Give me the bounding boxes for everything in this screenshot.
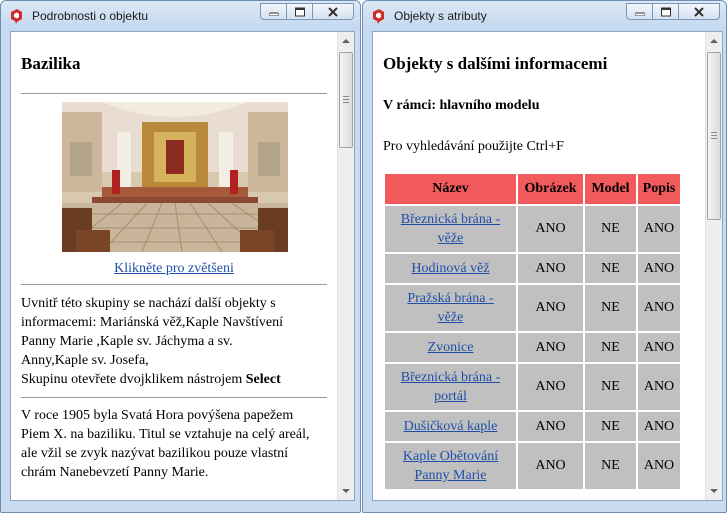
model-cell: NE bbox=[585, 364, 636, 410]
table-row bbox=[385, 364, 680, 410]
object-name-cell bbox=[385, 285, 516, 331]
object-name-cell bbox=[385, 333, 516, 362]
column-header-name[interactable]: Název bbox=[385, 174, 516, 204]
model-cell: NE bbox=[585, 206, 636, 252]
image-cell: ANO bbox=[518, 412, 583, 441]
select-tool-name: Select bbox=[245, 372, 281, 387]
column-header-model[interactable]: Model bbox=[585, 174, 636, 204]
window-controls bbox=[260, 3, 354, 21]
objects-table bbox=[383, 172, 682, 491]
minimize-button[interactable] bbox=[260, 3, 286, 20]
group-info-text bbox=[21, 294, 339, 389]
table-header-row bbox=[385, 174, 680, 204]
table-row bbox=[385, 206, 680, 252]
maximize-icon bbox=[295, 7, 305, 16]
column-header-image[interactable]: Obrázek bbox=[518, 174, 583, 204]
description-cell: ANO bbox=[638, 206, 680, 252]
scroll-down-arrow-icon[interactable] bbox=[338, 483, 354, 499]
basilica-interior-image[interactable] bbox=[62, 102, 288, 252]
description-cell: ANO bbox=[638, 443, 680, 489]
model-cell: NE bbox=[585, 285, 636, 331]
column-header-description[interactable]: Popis bbox=[638, 174, 680, 204]
enlarge-image-link[interactable]: Klikněte pro zvětšeni bbox=[114, 261, 234, 276]
group-info-line: Uvnitř této skupiny se nachází další objekty s bbox=[21, 296, 276, 311]
scroll-up-arrow-icon[interactable] bbox=[706, 33, 722, 49]
divider bbox=[21, 284, 327, 285]
image-cell: ANO bbox=[518, 206, 583, 252]
scrollbar-thumb[interactable] bbox=[339, 52, 353, 148]
object-link[interactable]: Dušičková kaple bbox=[403, 419, 498, 434]
open-group-hint bbox=[21, 370, 339, 389]
description-cell: ANO bbox=[638, 254, 680, 283]
scope-label: V rámci: hlavního modelu bbox=[383, 98, 540, 113]
search-hint: Pro vyhledávání použijte Ctrl+F bbox=[383, 139, 564, 154]
history-line: ale vžil se zvyk nazývat bazilikou pouze vlastní bbox=[21, 446, 289, 461]
description-cell: ANO bbox=[638, 333, 680, 362]
minimize-icon bbox=[635, 8, 644, 16]
object-details-window bbox=[0, 0, 361, 513]
window-controls bbox=[626, 3, 720, 21]
title-bar[interactable] bbox=[363, 1, 726, 31]
table-row bbox=[385, 285, 680, 331]
object-name-cell bbox=[385, 412, 516, 441]
history-line: V roce 1905 byla Svatá Hora povýšena papežem bbox=[21, 408, 294, 423]
image-cell: ANO bbox=[518, 333, 583, 362]
object-link[interactable]: Pražská brána - věže bbox=[407, 291, 494, 325]
scroll-up-arrow-icon[interactable] bbox=[338, 33, 354, 49]
close-button[interactable] bbox=[678, 3, 720, 20]
group-info-line: informacemi: Mariánská věž,Kaple Navštívení bbox=[21, 315, 284, 330]
close-icon bbox=[694, 7, 704, 17]
open-hint-text: Skupinu otevřete dvojklikem nástrojem bbox=[21, 372, 246, 387]
sketchup-logo-icon bbox=[9, 9, 24, 24]
table-row bbox=[385, 412, 680, 441]
model-cell: NE bbox=[585, 443, 636, 489]
object-link[interactable]: Březnická brána - portál bbox=[400, 370, 501, 404]
description-cell: ANO bbox=[638, 285, 680, 331]
description-cell: ANO bbox=[638, 412, 680, 441]
attributes-panel bbox=[372, 31, 723, 501]
scroll-down-arrow-icon[interactable] bbox=[706, 483, 722, 499]
divider bbox=[21, 397, 327, 398]
sketchup-logo-icon bbox=[371, 9, 386, 24]
panel-heading: Objekty s dalšími informacemi bbox=[383, 54, 608, 73]
maximize-button[interactable] bbox=[286, 3, 312, 20]
table-row bbox=[385, 254, 680, 283]
object-link[interactable]: Zvonice bbox=[427, 340, 474, 355]
model-cell: NE bbox=[585, 254, 636, 283]
history-line: chrám Nanebevzetí Panny Marie. bbox=[21, 465, 209, 480]
minimize-icon bbox=[269, 8, 278, 16]
object-name-cell bbox=[385, 443, 516, 489]
image-cell: ANO bbox=[518, 285, 583, 331]
scrollbar-thumb[interactable] bbox=[707, 52, 721, 220]
table-row bbox=[385, 443, 680, 489]
vertical-scrollbar[interactable] bbox=[705, 32, 722, 500]
window-title: Objekty s atributy bbox=[394, 9, 487, 23]
history-line: Piem X. na baziliku. Titul se vztahuje na celý areál, bbox=[21, 427, 310, 442]
maximize-icon bbox=[661, 7, 671, 16]
model-cell: NE bbox=[585, 333, 636, 362]
object-link[interactable]: Březnická brána - věže bbox=[400, 212, 501, 246]
model-cell: NE bbox=[585, 412, 636, 441]
divider bbox=[21, 93, 327, 94]
close-button[interactable] bbox=[312, 3, 354, 20]
object-name-cell bbox=[385, 206, 516, 252]
object-heading: Bazilika bbox=[21, 54, 81, 73]
attributed-objects-window bbox=[362, 0, 727, 513]
image-cell: ANO bbox=[518, 254, 583, 283]
window-title: Podrobnosti o objektu bbox=[32, 9, 149, 23]
object-link[interactable]: Kaple Obětování Panny Marie bbox=[402, 449, 499, 483]
minimize-button[interactable] bbox=[626, 3, 652, 20]
maximize-button[interactable] bbox=[652, 3, 678, 20]
description-cell: ANO bbox=[638, 364, 680, 410]
title-bar[interactable] bbox=[1, 1, 360, 31]
details-panel bbox=[10, 31, 355, 501]
table-row bbox=[385, 333, 680, 362]
image-cell: ANO bbox=[518, 364, 583, 410]
vertical-scrollbar[interactable] bbox=[337, 32, 354, 500]
object-name-cell bbox=[385, 254, 516, 283]
object-link[interactable]: Hodinová věž bbox=[411, 261, 490, 276]
close-icon bbox=[328, 7, 338, 17]
group-info-line: Panny Marie ,Kaple sv. Jáchyma a sv. bbox=[21, 334, 233, 349]
group-info-line: Anny,Kaple sv. Josefa, bbox=[21, 353, 149, 368]
image-cell: ANO bbox=[518, 443, 583, 489]
history-text bbox=[21, 406, 339, 482]
object-name-cell bbox=[385, 364, 516, 410]
